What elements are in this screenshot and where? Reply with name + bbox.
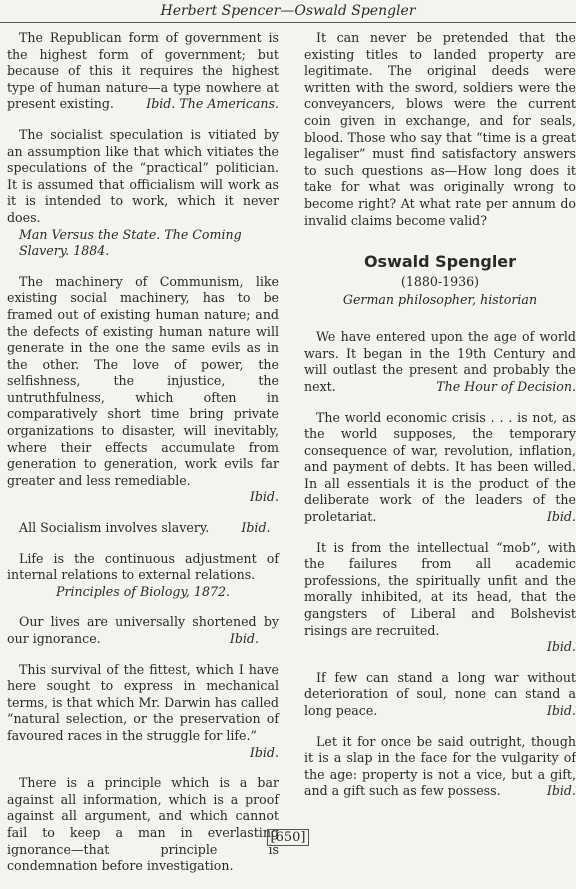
quote-text: This survival of the fittest, which I have here sought to express in mechanical terms, is that which Mr. Darwin has called “natural selection, or the preservation of favoured races in the struggle for life.” xyxy=(7,661,279,743)
quote-source: Principles of Biology, 1872. xyxy=(55,583,230,599)
quote-source: Ibid. xyxy=(546,783,576,799)
page-number-label: [650] xyxy=(267,829,310,846)
quote-text: The world economic crisis . . . is not, as the world supposes, the temporary consequence of war, revolution, inflation, and payment of debts. It has been willed. In all essentials it is the product of the deliberate work of the leaders of the proletariat. xyxy=(304,409,576,525)
quote-source: Ibid. xyxy=(546,703,576,718)
quote xyxy=(304,540,576,656)
quote-text: The socialist speculation is vitiated by an assumption like that which vitiates the speculations of the “practical” politician. It is assumed that officialism will work as it is intended to work, which it never does. xyxy=(7,126,279,225)
quote-source: Ibid. xyxy=(546,639,576,655)
quote-text: It is from the intellectual “mob”, with the failures from all academic professions, the spiritually unfit and the morally inhibited, at its head, that the gangsters of Liberal and Bolshevist risings are recruited. xyxy=(304,539,576,638)
quote-source: Ibid. xyxy=(249,489,279,505)
quote-text: Life is the continuous adjustment of internal relations to external relations. xyxy=(7,550,279,583)
left-column xyxy=(7,30,279,889)
quote xyxy=(7,551,279,601)
quote-source: The Hour of Decision. xyxy=(436,378,576,394)
quote xyxy=(304,30,576,229)
quote-text: The Republican form of government is the highest form of government; but because of this it requires the highest type of human nature—a type nowhere at present existing. xyxy=(7,30,279,112)
quote xyxy=(304,734,576,800)
quote xyxy=(304,410,576,526)
author-name: Oswald Spengler xyxy=(363,252,517,272)
page-number xyxy=(0,830,576,845)
quote-text: Let it for once be said outright, though it is a slap in the face for the vulgarity of the age: property is not a vice, but a gift, and a gift such as few possess. xyxy=(304,733,576,799)
author-dates: (1880-1936) xyxy=(400,274,480,290)
right-column xyxy=(304,30,576,814)
quote-source: Ibid. xyxy=(249,744,279,760)
quote xyxy=(304,329,576,395)
quote xyxy=(7,30,279,113)
author-heading xyxy=(304,251,576,309)
quote xyxy=(7,127,279,260)
quote-text: If few can stand a long war without deterioration of soul, none can stand a long peace. xyxy=(304,669,576,718)
quote xyxy=(7,274,279,506)
quote-text: All Socialism involves slavery. xyxy=(19,520,210,536)
quote-source: Ibid. xyxy=(241,520,271,536)
running-header: Herbert Spencer—Oswald Spengler xyxy=(0,0,576,23)
quote-source: Man Versus the State. The Coming Slavery. 1884. xyxy=(19,226,242,259)
quote xyxy=(7,662,279,762)
author-description: German philosopher, historian xyxy=(342,292,538,308)
quote xyxy=(7,775,279,875)
quote xyxy=(304,670,576,720)
quote xyxy=(7,614,279,647)
quote-text: We have entered upon the age of world wars. It began in the 19th Century and will outlast the present and probably the next. xyxy=(304,329,576,394)
quote-text: It can never be pretended that the existing titles to landed property are legitimate. The original deeds were written with the sword, soldiers were the conveyancers, blows were the current coin given in exchange, and for seals, blood. Those who say that “time is a great legaliser” must find satisfactory answers to such questions as—How long does it take for what was originally wrong to become right? At what rate per annum do invalid claims become valid? xyxy=(304,30,576,228)
quote-text: The machinery of Communism, like existing social machinery, has to be framed out of existing human nature; and the defects of existing human nature will generate in the one the same evils as in the other. The love of power, the selfishness, the injustice, the untruthfulness, which often in comparatively short time bring private organizations to disaster, will inevitably, where their effects accumulate from generation to generation, work evils far greater and less remediable. xyxy=(7,273,279,488)
quote-source: Ibid. xyxy=(229,631,259,646)
quote-text: Our lives are universally shortened by our ignorance. xyxy=(7,614,279,646)
quote xyxy=(7,520,279,537)
quote-text: There is a principle which is a bar against all information, which is a proof against all argument, and which cannot fail to keep a man in everlasting ignorance—that principle is condemnation before investigation. xyxy=(7,775,279,874)
quote-source: Ibid. xyxy=(546,509,576,525)
quote-source: Ibid. The Americans. xyxy=(146,96,279,112)
